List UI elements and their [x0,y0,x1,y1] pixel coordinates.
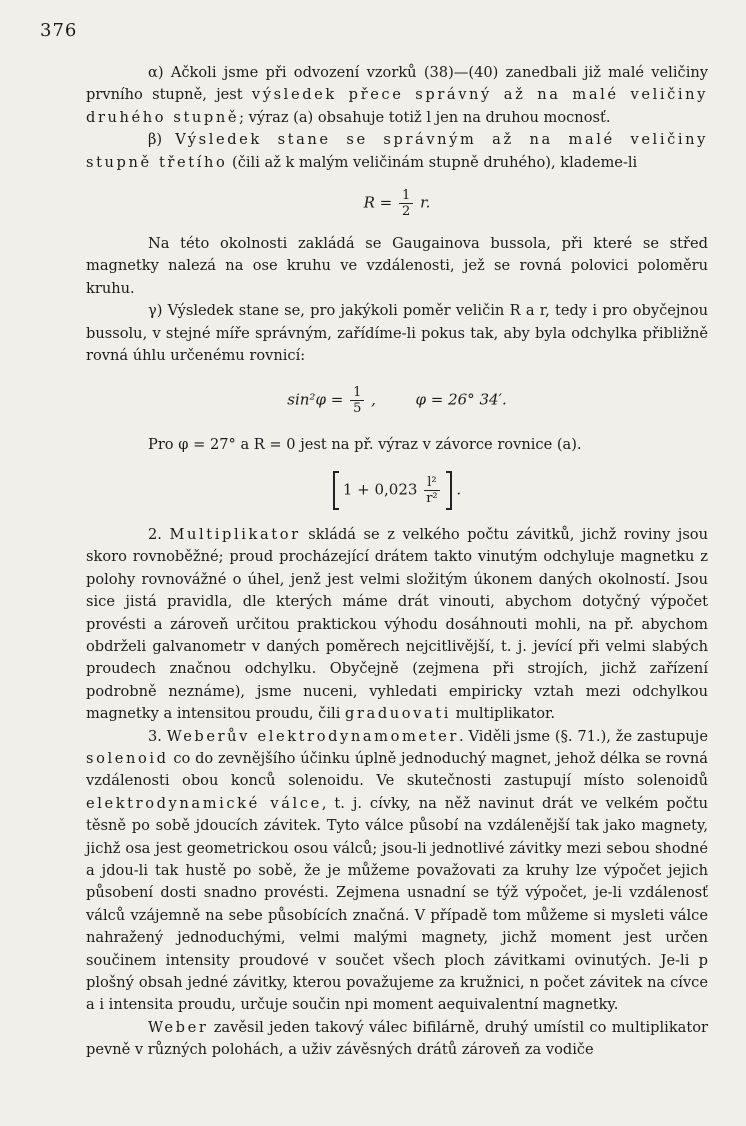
formula-3-fraction [424,475,439,506]
formula-bracket [86,471,708,510]
formula-2-fraction [350,385,364,416]
paragraph-weber-emphasis-1: Weberův elektrodynamometer [166,727,459,745]
page-body [86,62,708,1062]
paragraph-weber-text-a: 3. [148,727,167,745]
formula-3-tail: . [456,480,462,499]
paragraph-gaugain: Na této okolnosti zakládá se Gaugainova bussola, při které se střed magnetky nalezá na ose kruhu ve vzdálenosti, jež se rovná polovici poloměru kruhu. [86,235,708,297]
formula-1-rhs: r. [420,193,431,212]
paragraph-beta-emphasis: Výsledek stane se správným až na malé veličiny stupně třetího [86,131,708,171]
paragraph-multiplikator-text-c: multiplikator. [451,705,555,723]
formula-2-denominator: 5 [353,401,362,417]
paragraph-alpha-text-a: α) Ačkoli jsme při odvození vzorků (38)—(40) zanedbali již malé veličiny prvního stupně, jest [86,64,708,104]
paragraph-alpha [86,62,708,129]
paragraph-weber-text-d: , t. j. cívky, na něž navinut drát ve velkém počtu těsně po sobě jdoucích závitek. Tyto válce působí na vzdálenější tak jako magnety, jichž osa jest geometrickou osou válců; jsou-li jednotlivé závitky mezi sebou shodné a jdou-li tak hustě po sobě, že je můžeme považovati za kruhy lze výpočet jejich působení dosti snadno provésti. Zejmena usnadní se týž výpočet, je-li vzdálenosť válců vzájemně na sebe působících značná. V případě tom můžeme si mysleti válce nahražený jednoduchými, velmi malými magnety, jichž moment jest určen součinem intensity proudové v součet všech ploch závitkami ovinutých. Je-li p plošný obsah jedné závitky, kterou považujeme za kružnici, n počet závitek na cívce a i intensita proudu, určuje součin npi moment aequivalentní magnetky. [86,794,708,1014]
paragraph-multiplikator [86,524,708,726]
formula-1-denominator: 2 [402,204,411,220]
formula-2-lhs: sin²φ = [287,390,344,409]
formula-3-numerator: l² [424,475,439,491]
paragraph-weber-cont-text-b: zavěsil jeden takový válec bifilárně, druhý umístil co multiplikator pevně v různých polohách, a uživ závěsných drátů zároveň za vodiče [86,1018,708,1059]
paragraph-weber-text-b: . Viděli jsme (§. 71.), že zastupuje [458,727,708,745]
formula-1-lhs: R = [363,193,393,212]
formula-sin-phi [86,385,708,416]
paragraph-gamma: γ) Výsledek stane se, pro jakýkoli poměr veličin R a r, tedy i pro obyčejnou bussolu, v stejné míře správným, zařídíme-li pokus tak, aby byla odchylka přibližně rovná úhlu určenému rovnicí: [86,302,708,365]
formula-3-denominator: r² [426,490,438,506]
paragraph-weber-emphasis-3: elektrodynamické válce [86,794,322,812]
paragraph-alpha-emphasis: výsledek přece správný až na malé veličiny druhého stupně [86,86,708,126]
paragraph-beta-text-a: β) [148,131,176,149]
formula-2-separator: , [371,390,376,409]
page-number: 376 [40,20,78,41]
paragraph-weber-text-c: co do zevnějšího účinku úplně jednoduchý magnet, jehož délka se rovná vzdálenosti obou konců solenoidu. Ve skutečnosti zastupují místo solenoidů [86,749,708,790]
paragraph-multiplikator-emphasis-2: graduovati [345,705,452,723]
bracket-expression [333,471,452,510]
paragraph-weber-continued [86,1017,708,1062]
paragraph-weber-cont-emphasis: Weber [148,1018,209,1036]
paragraph-weber-emphasis-2: solenoid [86,749,169,767]
paragraph-pro: Pro φ = 27° a R = 0 jest na př. výraz v závorce rovnice (a). [148,436,582,454]
paragraph-beta-text-b: (čili až k malým veličinám stupně druhého), klademe-li [227,153,638,171]
paragraph-multiplikator-emphasis-1: Multiplikator [169,525,301,543]
formula-2-numerator: 1 [350,385,364,401]
formula-3-lead: 1 + 0,023 [342,480,418,499]
formula-r-half [86,188,708,219]
paragraph-beta [86,129,708,174]
formula-2-rhs: φ = 26° 34′. [415,390,507,409]
paragraph-alpha-text-b: ; výraz (a) obsahuje totiž l jen na druhou mocnosť. [239,108,611,126]
paragraph-multiplikator-text-b: skládá se z velkého počtu závitků, jichž roviny jsou skoro rovnoběžné; proud procházející drátem takto vinutým odchyluje magnetku z polohy rovnovážné o úhel, jenž jest velmi složitým úkonem daných okolností. Jsou sice jistá pravidla, dle kterých máme drát vinouti, abychom dotyčný výpočet provésti a zároveň určitou praktickou výhodu dosáhnouti mohli, na př. abychom obdrželi galvanometr v daných poměrech nejcitlivější, t. j. jevící při velmi slabých proudech značnou odchylku. Obyčejně (zejmena při strojích, jichž zařízení podrobně neznáme), jsme nuceni, vyhledati empiricky vztah mezi odchylkou magnetky a intensitou proudu, čili [86,525,708,723]
formula-1-fraction [399,188,413,219]
paragraph-multiplikator-text-a: 2. [148,525,170,543]
formula-1-numerator: 1 [399,188,413,204]
paragraph-weber [86,726,708,1017]
